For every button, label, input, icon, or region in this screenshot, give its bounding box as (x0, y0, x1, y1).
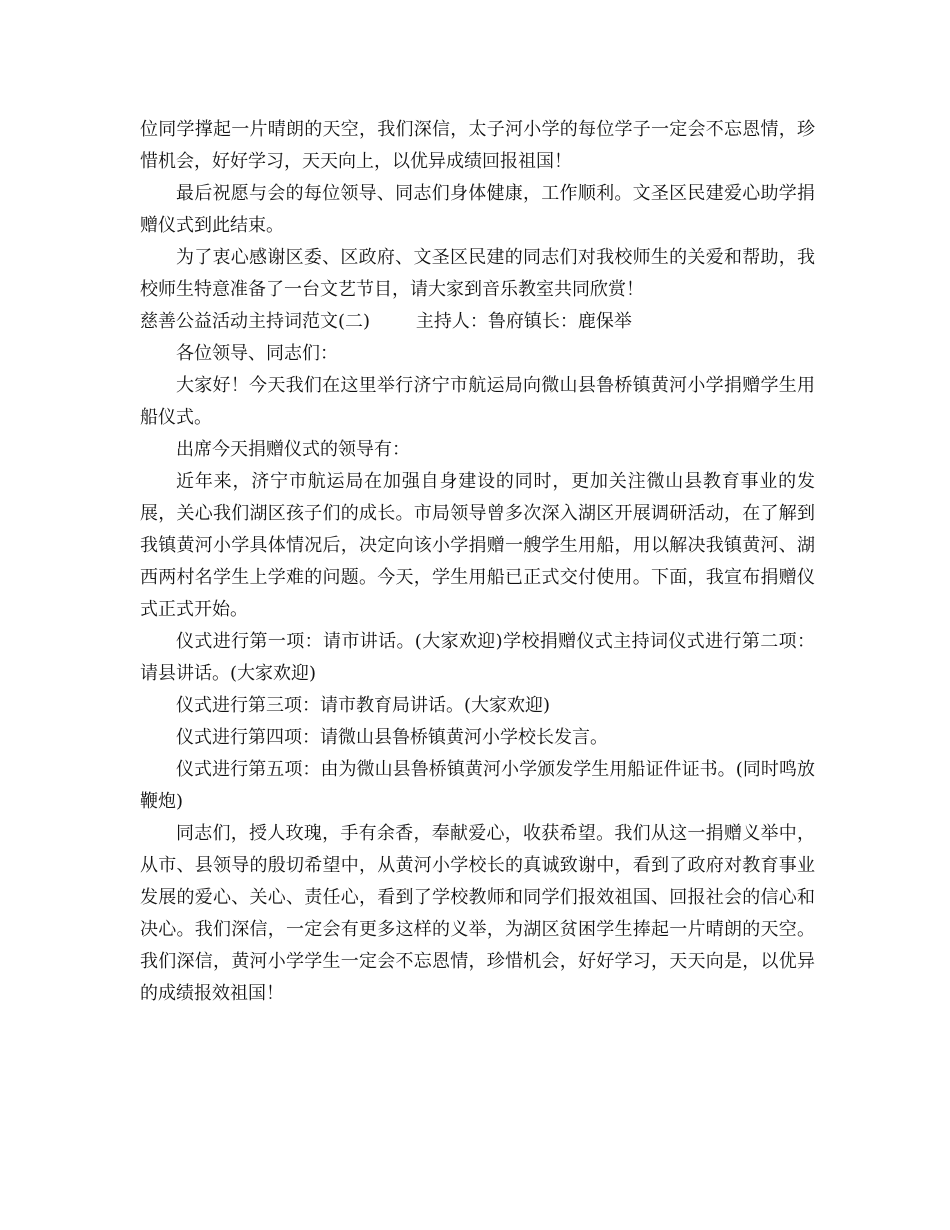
paragraph-agenda-item-4: 仪式进行第四项：请微山县鲁桥镇黄河小学校长发言。 (176, 727, 608, 748)
section-title: 慈善公益活动主持词范文(二) (140, 311, 371, 332)
paragraph-closing-continued: 位同学撑起一片晴朗的天空，我们深信，太子河小学的每位学子一定会不忘恩情，珍惜机会，好好学习，天天向上，以优异成绩回报祖国！ (140, 119, 815, 172)
paragraph-conclusion: 同志们，授人玫瑰，手有余香，奉献爱心，收获希望。我们从这一捐赠义举中，从市、县领导的殷切希望中，从黄河小学校长的真诚致谢中，看到了政府对教育事业发展的爱心、关心、责任心，看到了学校教师和同学们报效祖国、回报社会的信心和决心。我们深信，一定会有更多这样的义举，为湖区贫困学生捧起一片晴朗的天空。我们深信，黄河小学学生一定会不忘恩情，珍惜机会，好好学习，天天向是，以优异的成绩报效祖国！ (140, 823, 815, 1004)
paragraph-thanks: 为了衷心感谢区委、区政府、文圣区民建的同志们对我校师生的关爱和帮助，我校师生特意准备了一台文艺节目，请大家到音乐教室共同欣赏！ (140, 247, 815, 300)
paragraph-agenda-item-3: 仪式进行第三项：请市教育局讲话。(大家欢迎) (176, 695, 551, 716)
paragraph-greeting: 大家好！今天我们在这里举行济宁市航运局向微山县鲁桥镇黄河小学捐赠学生用船仪式。 (140, 375, 815, 428)
paragraph-closing-wishes: 最后祝愿与会的每位领导、同志们身体健康，工作顺利。文圣区民建爱心助学捐赠仪式到此结束。 (140, 183, 815, 236)
paragraph-background: 近年来，济宁市航运局在加强自身建设的同时，更加关注微山县教育事业的发展，关心我们湖区孩子们的成长。市局领导曾多次深入湖区开展调研活动，在了解到我镇黄河小学具体情况后，决定向该小学捐赠一艘学生用船，用以解决我镇黄河、湖西两村名学生上学难的问题。今天，学生用船已正式交付使用。下面，我宣布捐赠仪式正式开始。 (140, 471, 815, 620)
section-host: 主持人：鲁府镇长：鹿保举 (415, 311, 632, 332)
section-heading (140, 306, 815, 338)
paragraph-salutation: 各位领导、同志们： (176, 343, 338, 364)
paragraph-agenda-item-5: 仪式进行第五项：由为微山县鲁桥镇黄河小学颁发学生用船证件证书。(同时鸣放鞭炮) (140, 759, 815, 812)
paragraph-agenda-item-1-2: 仪式进行第一项：请市讲话。(大家欢迎)学校捐赠仪式主持词仪式进行第二项：请县讲话。(大家欢迎) (140, 631, 815, 684)
paragraph-attendees: 出席今天捐赠仪式的领导有： (176, 439, 410, 460)
document-body (140, 114, 815, 1010)
